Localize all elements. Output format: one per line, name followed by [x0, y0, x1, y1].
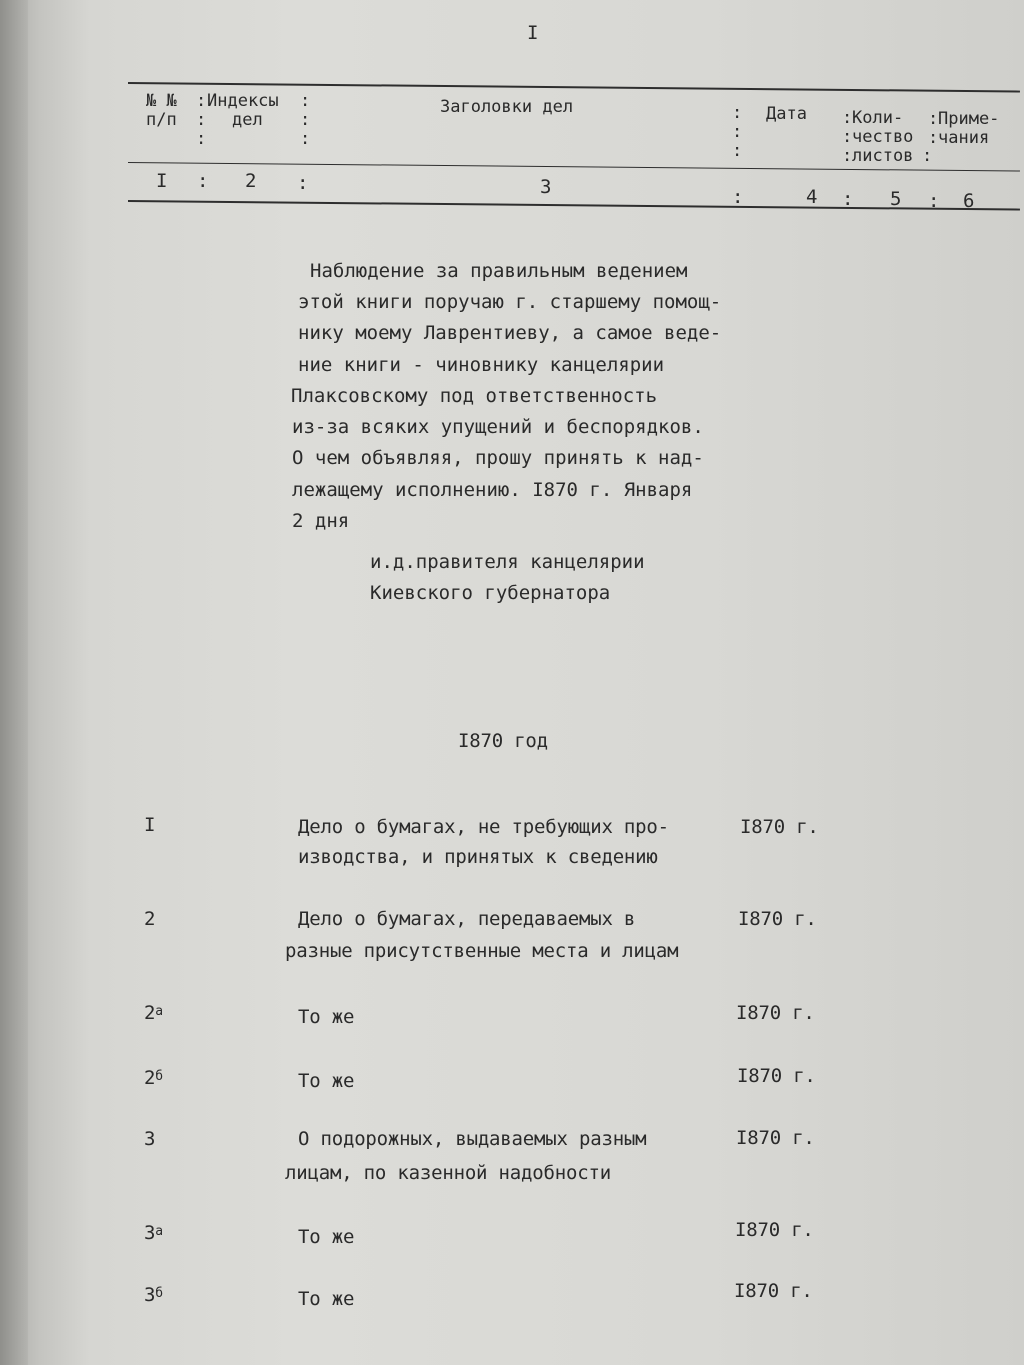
entry-number-suffix: б [155, 1286, 163, 1301]
entry-number [144, 1222, 163, 1247]
column-number: 5 [890, 188, 902, 210]
header-col-count-line2: чество [852, 127, 914, 147]
entry-date: I870 г. [736, 1002, 815, 1024]
header-separator: : [732, 122, 743, 142]
entry-date: I870 г. [738, 908, 817, 930]
header-separator: : [196, 110, 207, 130]
entry-title-line1: То же [298, 1288, 355, 1310]
header-col-count-line1: Коли- [852, 108, 904, 128]
header-bottom-rule [128, 200, 1020, 211]
page-number: I [527, 22, 539, 44]
entry-number: 3 [144, 1128, 156, 1150]
header-separator: : [842, 127, 853, 147]
entry-title-line2: лицам, по казенной надобности [285, 1162, 611, 1184]
entry-title-line2: изводства, и принятых к сведению [298, 846, 658, 868]
entry-number [144, 1284, 163, 1309]
column-number: 4 [806, 186, 818, 208]
preface-line: из-за всяких упущений и беспорядков. [292, 416, 704, 438]
header-separator: : [732, 103, 743, 123]
header-separator: : [300, 91, 311, 111]
header-separator: : [922, 146, 933, 166]
header-col-notes-line1: Приме- [938, 109, 1000, 129]
entry-number [144, 1067, 163, 1092]
entry-title-line1: То же [298, 1070, 355, 1092]
preface-line: ние книги - чиновнику канцелярии [298, 354, 665, 376]
header-col-index-line2: дел [232, 110, 263, 130]
preface-line: О чем объявляя, прошу принять к над- [292, 447, 704, 469]
header-separator: : [842, 108, 853, 128]
entry-number-main: 2 [144, 1002, 156, 1024]
header-col-titles: Заголовки дел [440, 97, 574, 117]
binding-shadow [0, 0, 28, 1365]
header-separator: : [300, 110, 311, 130]
header-separator: : [196, 129, 207, 149]
entry-title-line1: То же [298, 1226, 355, 1248]
entry-title-line1: Дело о бумагах, передаваемых в [298, 908, 636, 930]
column-number: 2 [245, 170, 257, 192]
preface-line: нику моему Лаврентиеву, а самое веде- [298, 322, 722, 344]
header-separator: : [928, 128, 939, 148]
header-separator: : [732, 141, 743, 161]
header-separator: : [928, 109, 939, 129]
header-separator: : [842, 188, 854, 210]
preface-line: Плаксовскому под ответственность [291, 385, 658, 407]
entry-number-main: 3 [144, 1222, 156, 1244]
header-separator: : [196, 91, 207, 111]
entry-date: I870 г. [736, 1127, 815, 1149]
header-separator: : [300, 129, 311, 149]
header-separator: : [732, 186, 744, 208]
header-col-notes-line2: чания [938, 128, 990, 148]
header-separator: : [928, 190, 940, 212]
preface-line: Наблюдение за правильным ведением [310, 260, 688, 282]
entry-date: I870 г. [737, 1065, 816, 1087]
entry-number-suffix: а [155, 1004, 163, 1019]
entry-number: I [144, 814, 156, 836]
header-separator: : [297, 172, 309, 194]
column-number: 3 [540, 176, 552, 198]
header-col-number-line1: № № [146, 91, 177, 111]
entry-title-line1: То же [298, 1006, 355, 1028]
signature-line: Киевского губернатора [370, 582, 611, 604]
header-separator: : [197, 170, 209, 192]
column-number: I [156, 170, 168, 192]
entry-title-line1: Дело о бумагах, не требующих про- [298, 816, 669, 838]
entry-date: I870 г. [735, 1219, 814, 1241]
signature-line: и.д.правителя канцелярии [370, 551, 645, 573]
entry-number [144, 1002, 163, 1027]
header-col-number-line2: п/п [146, 110, 177, 130]
entry-number-suffix: а [155, 1224, 163, 1239]
entry-number: 2 [144, 908, 156, 930]
year-heading: I870 год [458, 730, 548, 752]
entry-title-line2: разные присутственные места и лицам [285, 940, 679, 962]
preface-line: 2 дня [292, 510, 350, 532]
header-col-index-line1: Индексы [207, 91, 279, 111]
preface-line: этой книги поручаю г. старшему помощ- [298, 291, 722, 313]
entry-date: I870 г. [734, 1280, 813, 1302]
entry-number-main: 2 [144, 1067, 156, 1089]
entry-date: I870 г. [740, 816, 819, 838]
header-col-date: Дата [766, 104, 807, 124]
header-separator: : [842, 146, 853, 166]
entry-number-main: 3 [144, 1284, 156, 1306]
entry-title-line1: О подорожных, выдаваемых разным [298, 1128, 647, 1150]
preface-line: лежащему исполнению. I870 г. Января [292, 479, 693, 501]
header-col-count-line3: листов [852, 146, 914, 166]
column-number: 6 [963, 190, 975, 212]
entry-number-suffix: б [155, 1069, 163, 1084]
